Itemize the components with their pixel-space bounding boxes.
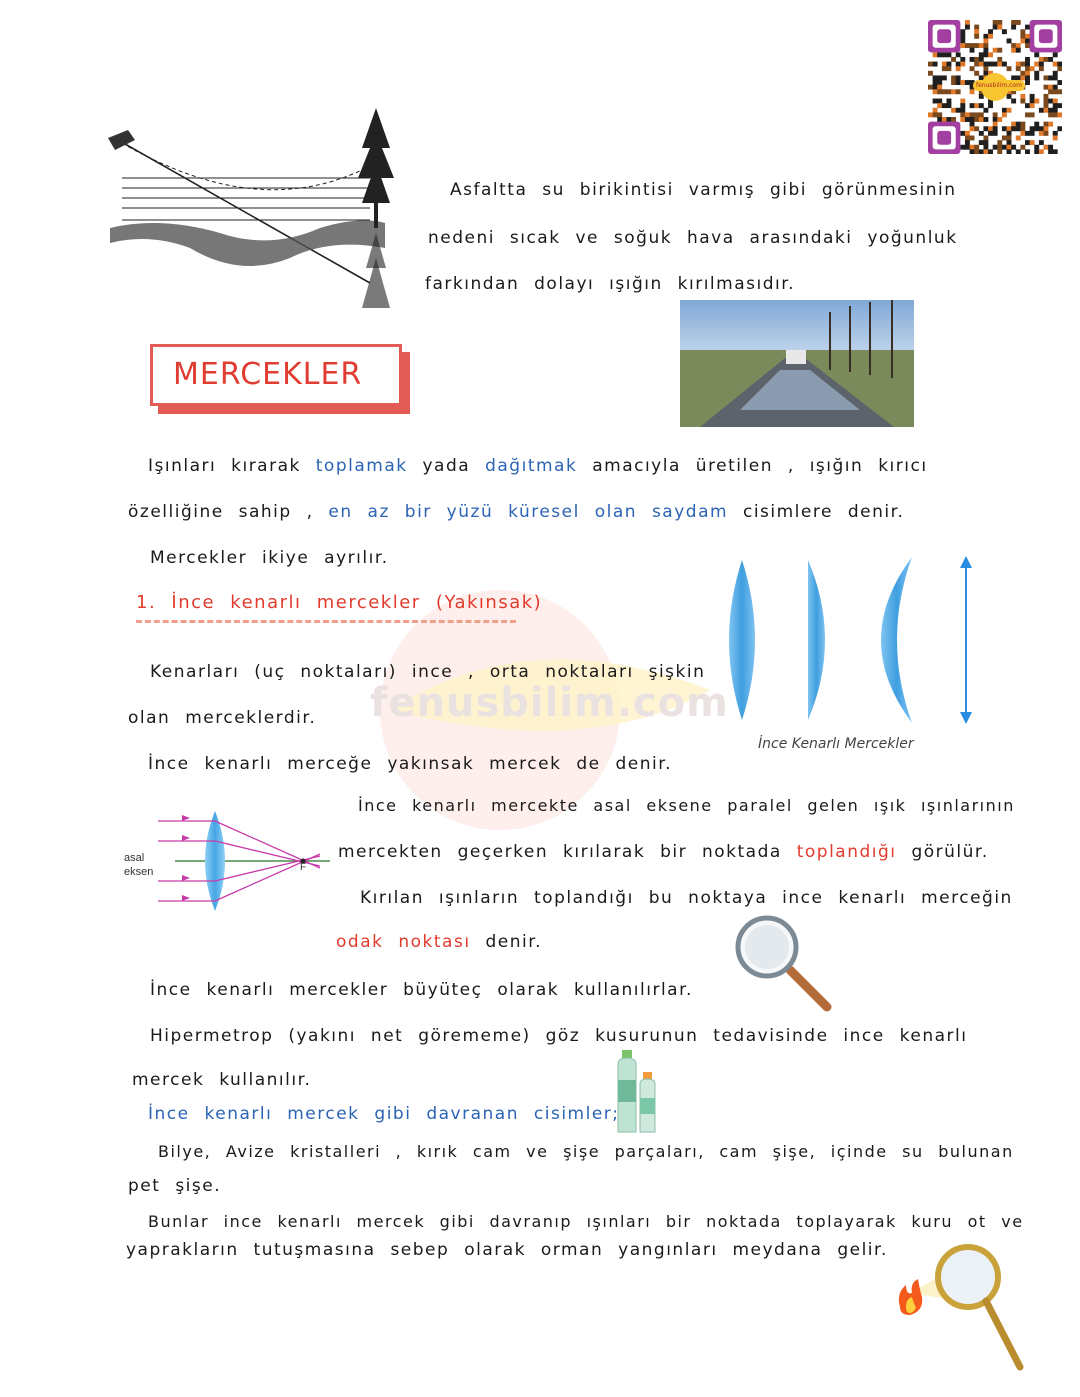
focus-label: F: [300, 862, 307, 873]
magnifier-fire-icon: [890, 1235, 1030, 1375]
similar-items-line-2: pet şişe.: [128, 1176, 222, 1196]
definition-text-1: Işınları kırarak: [148, 456, 301, 476]
types-line: Mercekler ikiye ayrılır.: [150, 548, 389, 568]
axis-label-line-1: asal: [124, 852, 145, 864]
definition-text-4: özelliğine sahip ,: [128, 502, 314, 522]
intro-line-1: Asfaltta su birikintisi varmış gibi görünmesinin: [450, 180, 957, 200]
intro-line-2: nedeni sıcak ve soğuk hava arasındaki yoğunluk: [428, 228, 958, 248]
plano-convex-lens: [808, 560, 825, 720]
definition-text-5: cisimlere denir.: [742, 502, 905, 522]
definition-text-2: yada: [422, 456, 471, 476]
keyword-toplandigi: toplandığı: [796, 842, 897, 862]
focus-line-2-text: mercekten geçerken kırılarak bir noktada: [338, 842, 782, 862]
fire-line-2: yaprakların tutuşmasına sebep olarak orman yangınları meydana gelir.: [126, 1240, 888, 1260]
lens-desc-line-1: Kenarları (uç noktaları) ince , orta noktaları şişkin: [150, 662, 706, 682]
usage-line-1: İnce kenarlı mercekler büyüteç olarak kullanılırlar.: [150, 980, 693, 1000]
definition-line-2: [128, 502, 904, 522]
keyword-odak-noktasi: odak noktası: [336, 932, 471, 952]
similar-heading: İnce kenarlı mercek gibi davranan cisimler;: [148, 1104, 620, 1124]
biconvex-lens: [729, 560, 755, 720]
focus-line-4: [336, 932, 542, 952]
definition-line-1: [148, 456, 928, 476]
water-bottles-icon: [614, 1050, 662, 1135]
lens-desc-line-3: İnce kenarlı merceğe yakınsak mercek de denir.: [148, 754, 673, 774]
intro-line-3: farkından dolayı ışığın kırılmasıdır.: [425, 274, 796, 294]
keyword-toplamak: toplamak: [315, 456, 408, 476]
lens-figure-caption: İnce Kenarlı Mercekler: [758, 736, 914, 752]
axis-label-line-2: eksen: [124, 866, 154, 878]
definition-text-3: amacıyla üretilen , ışığın kırıcı: [592, 456, 928, 476]
meniscus-lens: [881, 557, 912, 723]
usage-line-3: mercek kullanılır.: [132, 1070, 312, 1090]
similar-items-line-1: Bilye, Avize kristalleri , kırık cam ve şişe parçaları, cam şişe, içinde su bulunan: [158, 1142, 1014, 1161]
section-title-box: [150, 344, 402, 406]
keyword-kuresel-saydam: en az bir yüzü küresel olan saydam: [328, 502, 729, 522]
thin-edged-lenses-figure: [720, 552, 980, 727]
focus-line-3: Kırılan ışınların toplandığı bu noktaya ince kenarlı merceğin: [360, 888, 1013, 908]
watermark-text: fenusbilim.com: [370, 680, 729, 726]
subheading-thin-edged-lenses: 1. İnce kenarlı mercekler (Yakınsak): [136, 592, 543, 613]
focus-line-4-end: denir.: [485, 932, 543, 952]
magnifier-icon: [735, 915, 835, 1015]
focus-line-2: [338, 842, 989, 862]
mirage-sketch-illustration: [100, 108, 400, 318]
focus-line-2-end: görülür.: [911, 842, 989, 862]
subheading-underline: [136, 620, 516, 623]
lens-desc-line-2: olan merceklerdir.: [128, 708, 317, 728]
keyword-dagitmak: dağıtmak: [485, 456, 578, 476]
fire-line-1: Bunlar ince kenarlı mercek gibi davranıp ışınları bir noktada toplayarak kuru ot ve: [148, 1212, 1024, 1231]
focus-line-1: İnce kenarlı mercekte asal eksene paralel gelen ışık ışınlarının: [358, 796, 1015, 815]
section-title: MERCEKLER: [173, 357, 363, 392]
road-mirage-photo: [680, 300, 914, 427]
qr-site-label: fenusbilim.com: [973, 80, 1025, 91]
ray-diagram: [120, 806, 335, 916]
usage-line-2: Hipermetrop (yakını net görememe) göz kusurunun tedavisinde ince kenarlı: [150, 1026, 968, 1046]
